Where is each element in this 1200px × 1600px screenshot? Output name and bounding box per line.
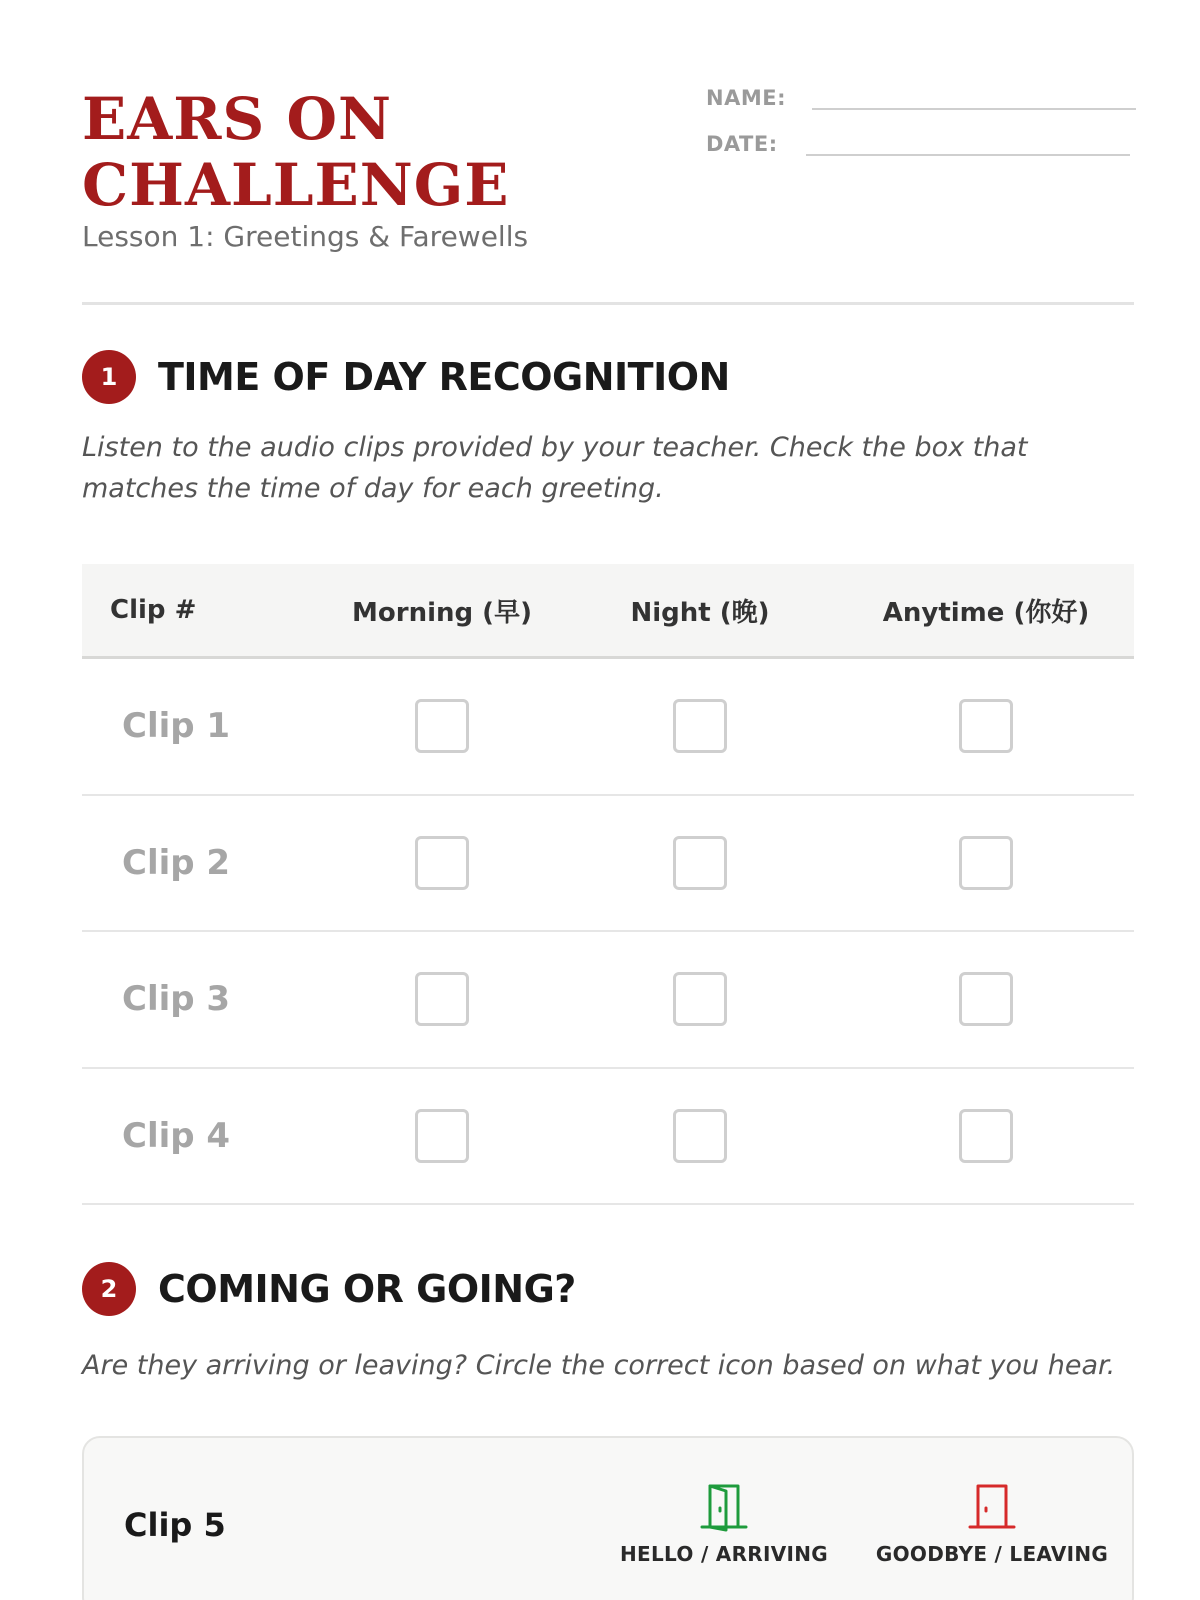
- name-line[interactable]: [812, 84, 1136, 110]
- door-open-icon: [698, 1480, 750, 1532]
- hello-arriving-choice[interactable]: [620, 1480, 829, 1566]
- section-title: COMING OR GOING?: [158, 1267, 576, 1311]
- clip-5-card: [82, 1436, 1134, 1600]
- section-2-heading: [82, 1262, 576, 1316]
- header-divider: [82, 302, 1134, 305]
- clip-label: Clip 5: [124, 1506, 226, 1544]
- column-header-night: Night (晚): [630, 597, 770, 628]
- goodbye-leaving-choice[interactable]: [874, 1480, 1110, 1566]
- name-label: NAME:: [706, 86, 786, 110]
- door-closed-icon: [966, 1480, 1018, 1532]
- clip-label: Clip 4: [122, 1115, 231, 1156]
- column-header-morning: Morning (早): [352, 597, 532, 628]
- anytime-checkbox[interactable]: [959, 836, 1013, 890]
- section-2-instructions: Are they arriving or leaving? Circle the correct icon based on what you hear.: [82, 1350, 1116, 1381]
- section-1-instructions: Listen to the audio clips provided by your teacher. Check the box that matches the time of day for each greeting.: [82, 432, 1028, 504]
- date-label: DATE:: [706, 132, 778, 156]
- lesson-subtitle: Lesson 1: Greetings & Farewells: [82, 220, 529, 253]
- title-line-1: EARS ON: [82, 85, 393, 153]
- section-number-badge: 1: [82, 350, 136, 404]
- anytime-checkbox[interactable]: [959, 972, 1013, 1026]
- morning-checkbox[interactable]: [415, 1109, 469, 1163]
- title-line-2: CHALLENGE: [82, 151, 510, 219]
- morning-checkbox[interactable]: [415, 836, 469, 890]
- clip-label: Clip 3: [122, 979, 231, 1020]
- section-1-heading: [82, 350, 730, 404]
- hello-arriving-label: HELLO / ARRIVING: [620, 1542, 829, 1566]
- table-row: [82, 659, 1134, 796]
- goodbye-leaving-label: GOODBYE / LEAVING: [875, 1542, 1109, 1566]
- date-line[interactable]: [806, 130, 1130, 156]
- table-row: [82, 796, 1134, 933]
- worksheet-page: [82, 0, 1134, 1600]
- section-number-badge: 2: [82, 1262, 136, 1316]
- night-checkbox[interactable]: [673, 972, 727, 1026]
- date-field: [706, 130, 1130, 156]
- morning-checkbox[interactable]: [415, 972, 469, 1026]
- clip-label: Clip 2: [122, 842, 231, 883]
- morning-checkbox[interactable]: [415, 699, 469, 753]
- table-header: [82, 564, 1134, 659]
- anytime-checkbox[interactable]: [959, 1109, 1013, 1163]
- table-row: [82, 1069, 1134, 1206]
- night-checkbox[interactable]: [673, 1109, 727, 1163]
- night-checkbox[interactable]: [673, 836, 727, 890]
- time-of-day-table: [82, 564, 1134, 1205]
- table-row: [82, 932, 1134, 1069]
- column-header-anytime: Anytime (你好): [882, 597, 1090, 628]
- anytime-checkbox[interactable]: [959, 699, 1013, 753]
- night-checkbox[interactable]: [673, 699, 727, 753]
- section-title: TIME OF DAY RECOGNITION: [158, 355, 730, 399]
- clip-label: Clip 1: [122, 706, 231, 747]
- worksheet-title: [82, 86, 510, 218]
- column-header-clip: Clip #: [110, 595, 197, 625]
- name-field: [706, 84, 1136, 110]
